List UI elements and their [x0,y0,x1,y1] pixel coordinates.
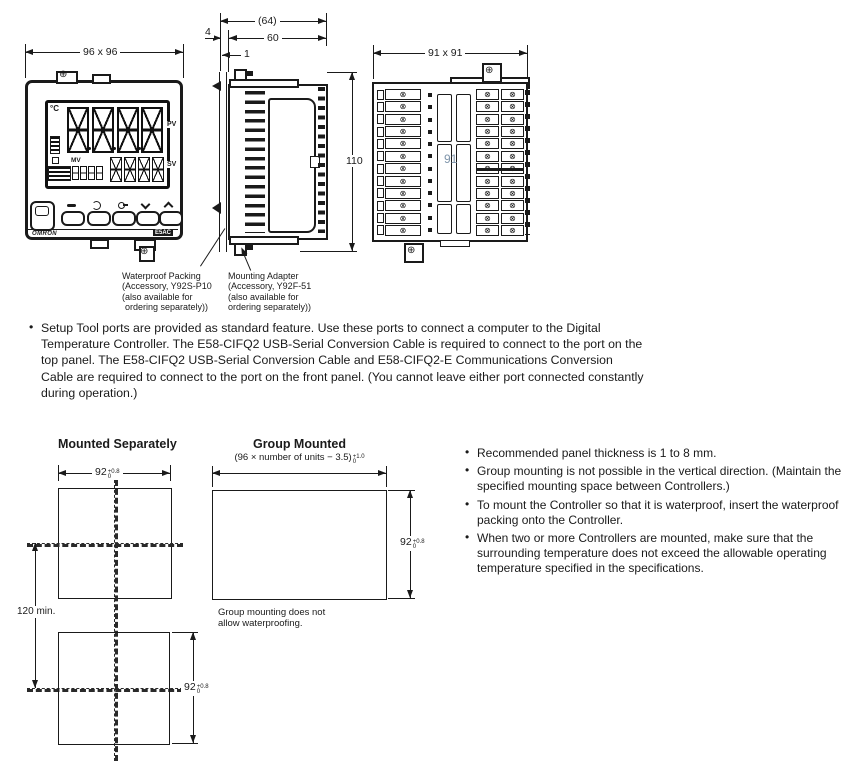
arrowhead [373,50,381,56]
arrowhead [190,735,196,743]
vent-slots [245,91,265,233]
terminal-screw-icon: ⊗ [385,188,421,199]
setup-note-text: • Setup Tool ports are provided as standard feature. Use these ports to connect a computer to the Digital Temperature Controller. The E58-CIFQ2 USB-Serial Conversion Cable is required to connect to the port on the top panel. The E58-CIFQ2 USB-Serial Conversion Cable and E58-CIFQ2-E Communications Conversion Cable are required to connect to the port on the front panel. (You cannot leave either port connected constantly during operation.) [28,320,644,401]
up-key-icon [162,201,174,209]
terminal-dot [428,105,432,109]
flange-line [226,72,227,252]
ext-line [386,466,387,487]
dim-line [212,473,386,474]
mode-key-icon [90,201,102,209]
note-line: Group mounting does not [218,607,326,618]
terminal-screw-icon: ⊗ [385,101,421,112]
horizontal-centerline [27,543,183,547]
top-latch [92,74,111,84]
panel-gap-dim: 1 [241,48,253,60]
terminal-row [476,225,499,236]
down-key [136,211,160,226]
terminal-screw-icon: ⊗ [476,138,499,149]
indicator-block [48,166,71,181]
terminal-screw-icon: ⊗ [476,89,499,100]
arrowhead [407,590,413,598]
leader-line [200,228,225,266]
pv-digit [117,107,139,153]
sv-label: SV [167,161,177,168]
ext-line [326,13,327,46]
arrowhead [212,470,220,476]
ext-line [170,465,171,481]
terminal-screw-icon: ⊗ [385,163,421,174]
terminal-row [476,200,499,211]
callout-line: ordering separately)) [228,302,312,313]
terminal-screw-icon: ⊗ [385,89,421,100]
terminal-tab [377,176,384,186]
terminal-row [476,151,499,162]
terminal-tab [377,213,384,223]
terminal-screw-icon: ⊗ [476,114,499,125]
terminal-row [501,188,524,199]
terminal-row [377,151,421,162]
arrowhead [220,18,228,24]
mv-digit [80,166,87,180]
terminal-row [377,126,421,137]
arrowhead [222,52,230,58]
terminal-row [377,101,421,112]
arrowhead [32,543,38,551]
clamp-nut [245,71,253,76]
side-cover-panel [268,98,316,233]
body-depth-dim: 60 [264,32,282,44]
shift-key [112,211,136,226]
terminal-row [501,200,524,211]
decimal-dot [88,147,91,150]
mv-digit [96,166,103,180]
callout-line: Mounting Adapter [228,271,299,281]
sv-digit [124,157,136,182]
terminal-row [476,213,499,224]
rear-left-terminal-column [377,89,421,236]
down-key-icon [139,201,151,209]
terminal-screw-icon: ⊗ [385,126,421,137]
terminal-row [377,114,421,125]
section-title: Mounted Separately [58,437,177,451]
terminal-screw-icon: ⊗ [501,126,524,137]
terminal-screw-icon: ⊗ [476,188,499,199]
rear-slot [456,94,471,142]
mode-key [87,211,111,226]
rear-bottom-screw-icon: ⊕ [407,245,416,256]
terminal-tab [377,90,384,100]
bottom-latch [90,239,109,249]
setup-tool-note [28,320,644,404]
arrowhead [229,35,237,41]
decimal-dot [138,147,141,150]
terminal-screw-icon: ⊗ [385,200,421,211]
rear-top-screw-icon: ⊕ [485,65,494,76]
terminal-tab [377,164,384,174]
terminal-screw-icon: ⊗ [385,114,421,125]
waterproof-packing-hook [212,81,221,91]
terminal-dot [428,154,432,158]
terminal-tab [377,188,384,198]
terminal-dot [428,203,432,207]
callout-line: Waterproof Packing [122,271,201,281]
mounting-note-item: • When two or more Controllers are mounted, make sure that the surrounding temperature does not exceed the allowable operating temperature specified in the specifications. [464,531,854,577]
status-indicator [52,157,59,164]
terminal-row [476,101,499,112]
terminal-row [377,225,421,236]
total-depth-dim: (64) [255,15,280,27]
terminal-row [476,126,499,137]
mv-digit [72,166,79,180]
pv-label: PV [167,121,177,128]
terminal-row [476,138,499,149]
terminal-screw-icon: ⊗ [476,126,499,137]
terminal-tab [377,139,384,149]
terminal-row [476,114,499,125]
bar-indicator [50,136,60,154]
up-key [159,211,183,226]
cutout-square-2 [58,632,170,745]
terminal-row [377,213,421,224]
arrowhead [175,49,183,55]
terminal-row [476,176,499,187]
height-dim: 110 [343,155,366,167]
terminal-screw-icon: ⊗ [476,200,499,211]
terminal-screw-icon: ⊗ [476,213,499,224]
callout-line: (Accessory, Y92F-51 [228,281,312,292]
arrowhead [190,632,196,640]
group-cutout-rect [212,490,387,600]
mounting-note-item: • Recommended panel thickness is 1 to 8 mm. [464,446,854,461]
arrowhead [32,680,38,688]
arrowhead [349,72,355,80]
top-screw-icon: ⊕ [59,69,68,80]
terminal-screw-icon: ⊗ [501,101,524,112]
terminal-rib-strip [318,87,325,233]
terminal-tab [377,127,384,137]
cutout-height-dim: 92+0.8 0 [181,681,212,696]
rear-dim: 91 x 91 [425,47,465,59]
ext-line [172,743,198,744]
terminal-row [501,89,524,100]
arrowhead [318,18,326,24]
arrowhead [58,470,66,476]
ext-line [183,44,184,78]
terminal-row [501,138,524,149]
terminal-row [501,213,524,224]
terminal-screw-icon: ⊗ [385,176,421,187]
terminal-screw-icon: ⊗ [501,89,524,100]
mounting-note-item: • Group mounting is not possible in the vertical direction. (Maintain the specified mounting space between Controllers.) [464,464,854,494]
callout-line: (also available for [122,291,193,302]
terminal-dot [428,93,432,97]
terminal-row [476,188,499,199]
terminal-row [501,101,524,112]
terminal-screw-icon: ⊗ [501,225,524,236]
terminal-dot [428,216,432,220]
terminal-tab [377,201,384,211]
terminal-dot [428,118,432,122]
arrowhead [349,243,355,251]
terminal-dot [428,130,432,134]
terminal-tab [377,151,384,161]
terminal-row [501,114,524,125]
panel-face-line [219,72,220,252]
terminal-row [501,225,524,236]
rear-slot [456,144,471,202]
terminal-row [377,138,421,149]
rear-right-terminal-column-b [501,89,524,236]
terminal-screw-icon: ⊗ [476,101,499,112]
section-title: Group Mounted [252,437,347,451]
ext-line [300,251,357,252]
waterproof-packing-callout [122,271,212,313]
terminal-screw-icon: ⊗ [501,176,524,187]
terminal-row [476,89,499,100]
page-artifact-number: 91 [444,152,458,166]
terminal-tab [377,225,384,235]
mv-digit [88,166,95,180]
terminal-dot [428,167,432,171]
mounting-adapter-rail-top [229,79,299,88]
arrowhead [378,470,386,476]
rear-slot [456,204,471,234]
terminal-screw-icon: ⊗ [501,114,524,125]
unit-indicator: °C [50,104,59,113]
terminal-dot [428,179,432,183]
terminal-dot-column [428,93,432,232]
terminal-screw-icon: ⊗ [501,188,524,199]
bottom-screw-icon: ⊕ [140,246,149,257]
clamp-nut [245,245,253,250]
pv-digit [67,107,89,153]
ext-line [527,45,528,79]
terminal-screw-icon: ⊗ [501,138,524,149]
level-key [61,211,85,226]
terminal-screw-icon: ⊗ [501,151,524,162]
terminal-row [377,89,421,100]
arrowhead [318,35,326,41]
terminal-screw-icon: ⊗ [501,200,524,211]
rear-slot [437,204,452,234]
model-badge: E5AC [155,230,172,236]
terminal-screw-icon: ⊗ [385,138,421,149]
level-key-icon [65,201,77,209]
group-width-formula: (96 × number of units − 3.5)+1.0 0 [234,452,365,465]
terminal-screw-icon: ⊗ [501,213,524,224]
min-spacing-dim: 120 min. [14,606,58,618]
mounting-adapter-callout [228,271,311,313]
terminal-screw-icon: ⊗ [476,176,499,187]
mounting-note-item: • To mount the Controller so that it is waterproof, insert the waterproof packing onto the Controller. [464,498,854,528]
terminal-row [377,163,421,174]
terminal-dot [428,191,432,195]
cutout-width-dim: 92+0.8 0 [92,466,123,481]
arrowhead [25,49,33,55]
brand-logo: OMRON [32,231,57,237]
terminal-divider-bar [476,168,524,171]
mv-label: MV [71,157,81,164]
shift-key-icon [115,201,127,209]
sv-digit [138,157,150,182]
sv-digit [152,157,164,182]
terminal-tab [377,102,384,112]
terminal-row [377,200,421,211]
group-height-dim: 92+0.8 0 [397,536,428,551]
terminal-dot [428,142,432,146]
sv-digit [110,157,122,182]
pv-digit [141,107,163,153]
decimal-dot [113,147,116,150]
arrowhead [519,50,527,56]
terminal-screw-icon: ⊗ [476,151,499,162]
ext-line [388,598,415,599]
terminal-row [377,188,421,199]
terminal-screw-icon: ⊗ [385,225,421,236]
note-line: allow waterproofing. [218,618,303,629]
waterproof-packing-hook [212,202,221,214]
terminal-screw-icon: ⊗ [385,213,421,224]
callout-line: (also available for [228,291,299,302]
arrowhead [213,35,221,41]
pv-digit [92,107,114,153]
mounting-notes-list [464,446,854,580]
rear-edge-tabs [525,90,530,235]
callout-line: (Accessory, Y92S-P10 [122,281,212,292]
terminal-screw-icon: ⊗ [385,151,421,162]
rear-slot [437,94,452,142]
arrowhead [162,470,170,476]
terminal-row [501,126,524,137]
terminal-row [501,151,524,162]
group-mounting-note [218,607,325,629]
arrowhead [407,490,413,498]
rear-bottom-latch [440,240,470,247]
terminal-screw-icon: ⊗ [476,225,499,236]
callout-line: ordering separately)) [125,302,209,313]
bezel-thickness-dim: 4 [202,26,214,38]
port-flap [35,206,49,216]
front-width-dim: 96 x 96 [80,46,120,58]
terminal-dot [428,228,432,232]
terminal-tab [377,114,384,124]
terminal-row [501,176,524,187]
rear-right-terminal-column-a [476,89,499,236]
terminal-row [377,176,421,187]
